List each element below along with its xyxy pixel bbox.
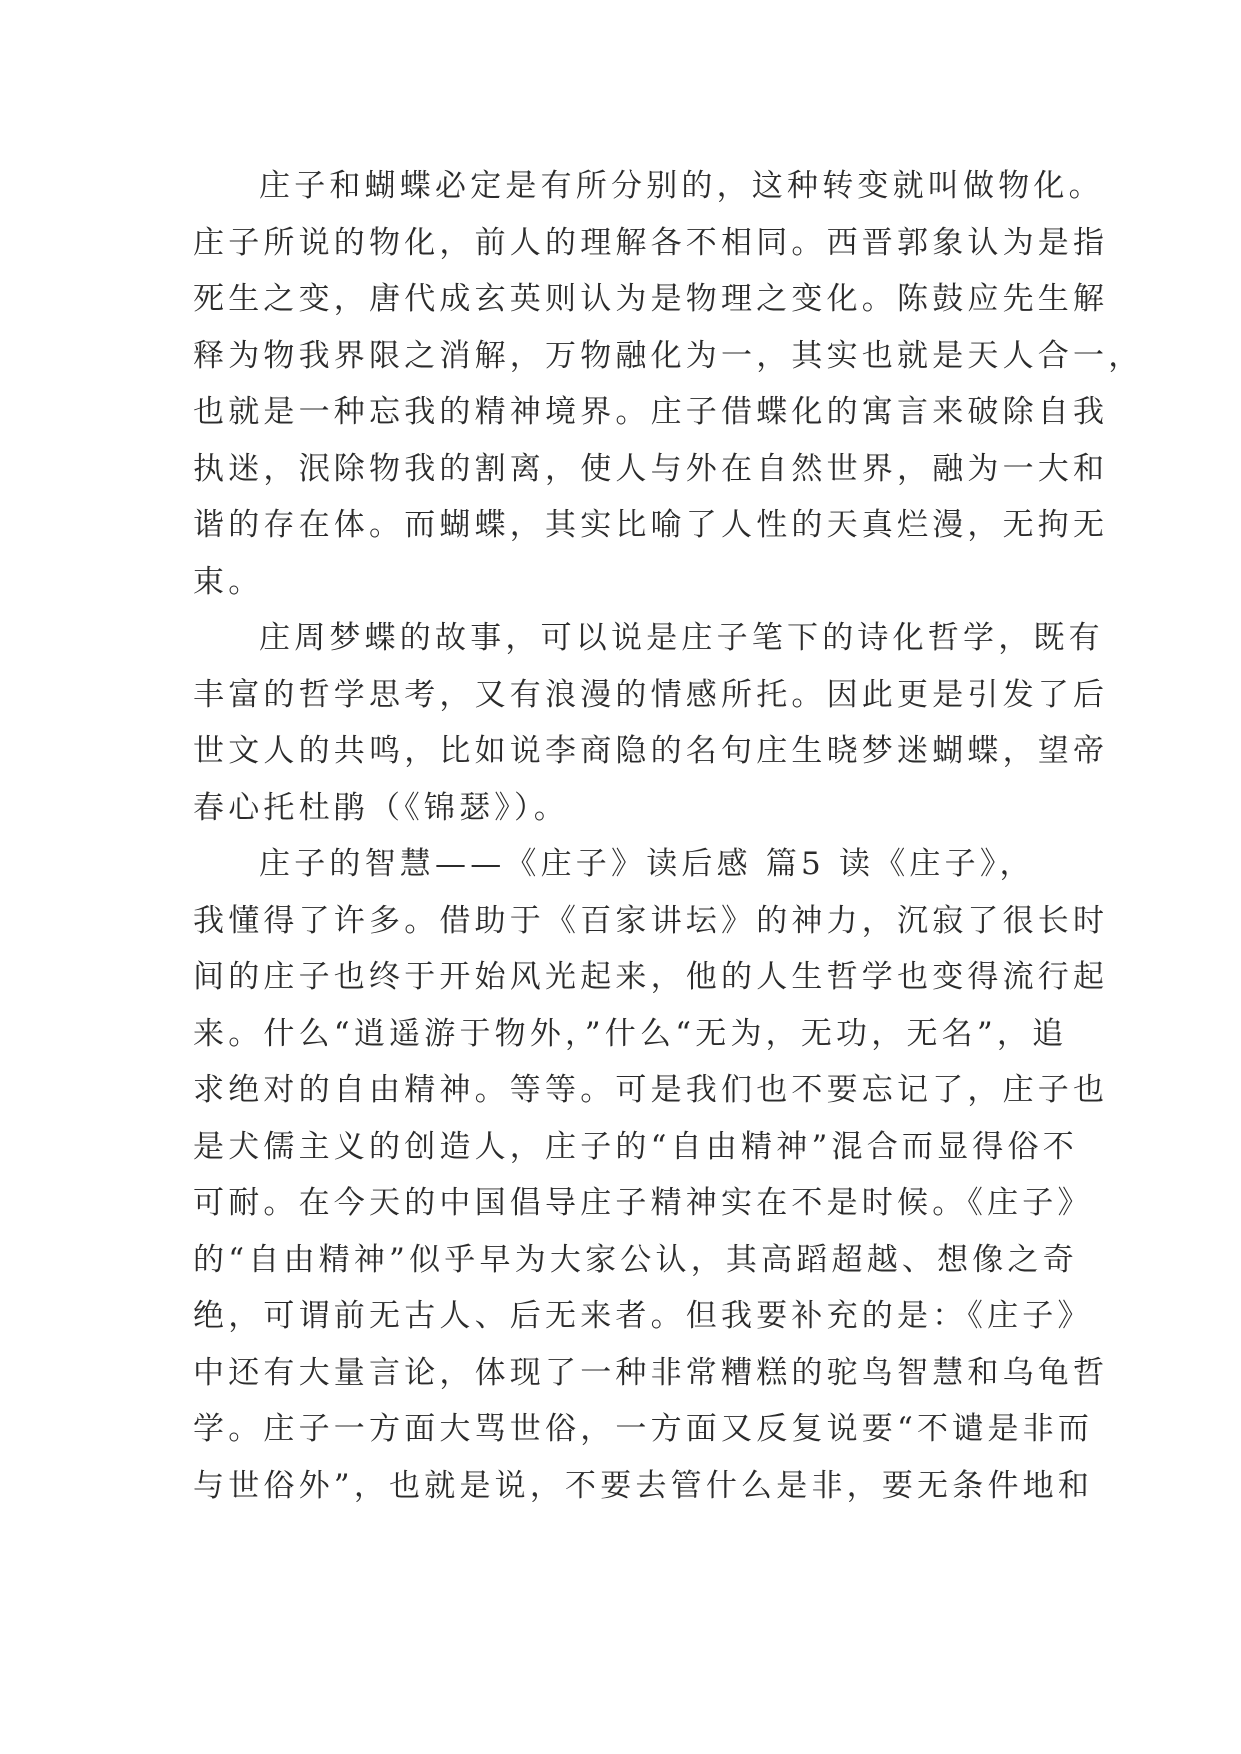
text-line: 绝，可谓前无古人、后无来者。但我要补充的是：《庄子》 bbox=[193, 1298, 1093, 1334]
text-line: 庄周梦蝶的故事，可以说是庄子笔下的诗化哲学，既有 bbox=[259, 620, 1104, 656]
text-line: 释为物我界限之消解，万物融化为一，其实也就是天人合一， bbox=[193, 337, 1144, 374]
text-line: 学。庄子一方面大骂世俗，一方面又反复说要“不谴是非而 bbox=[193, 1411, 1094, 1447]
text-line: 春心托杜鹃（《锦瑟》）。 bbox=[193, 789, 569, 826]
text-line: 我懂得了许多。借助于《百家讲坛》的神力，沉寂了很长时 bbox=[193, 902, 1109, 939]
text-line: 也就是一种忘我的精神境界。庄子借蝶化的寓言来破除自我 bbox=[193, 394, 1109, 430]
text-line: 间的庄子也终于开始风光起来，他的人生哲学也变得流行起 bbox=[193, 959, 1109, 995]
text-line: 中还有大量言论，体现了一种非常糟糕的驼鸟智慧和乌龟哲 bbox=[193, 1354, 1109, 1391]
text-line: 庄子的智慧——《庄子》读后感 篇5 读《庄子》， bbox=[259, 846, 1035, 882]
text-line: 死生之变，唐代成玄英则认为是物理之变化。陈鼓应先生解 bbox=[193, 281, 1109, 317]
text-line: 与世俗外”，也就是说，不要去管什么是非，要无条件地和 bbox=[193, 1467, 1094, 1504]
text-line: 的“自由精神”似乎早为大家公认，其高蹈超越、想像之奇 bbox=[193, 1241, 1078, 1278]
text-line: 执迷，泯除物我的割离，使人与外在自然世界，融为一大和 bbox=[193, 450, 1109, 487]
text-line: 求绝对的自由精神。等等。可是我们也不要忘记了，庄子也 bbox=[193, 1072, 1109, 1108]
document-body bbox=[193, 158, 1144, 1514]
text-line: 丰富的哲学思考，又有浪漫的情感所托。因此更是引发了后 bbox=[193, 676, 1109, 713]
text-line: 世文人的共鸣，比如说李商隐的名句庄生晓梦迷蝴蝶，望帝 bbox=[193, 733, 1109, 769]
text-line: 束。 bbox=[193, 563, 264, 600]
text-line: 来。什么“逍遥游于物外，”什么“无为，无功，无名”，追 bbox=[193, 1015, 1068, 1052]
text-line: 是犬儒主义的创造人，庄子的“自由精神”混合而显得俗不 bbox=[193, 1128, 1078, 1165]
text-line: 可耐。在今天的中国倡导庄子精神实在不是时候。《庄子》 bbox=[193, 1185, 1093, 1221]
text-line: 谐的存在体。而蝴蝶，其实比喻了人性的天真烂漫，无拘无 bbox=[193, 507, 1109, 543]
text-line: 庄子所说的物化，前人的理解各不相同。西晋郭象认为是指 bbox=[193, 224, 1109, 261]
text-line: 庄子和蝴蝶必定是有所分别的，这种转变就叫做物化。 bbox=[259, 168, 1104, 204]
